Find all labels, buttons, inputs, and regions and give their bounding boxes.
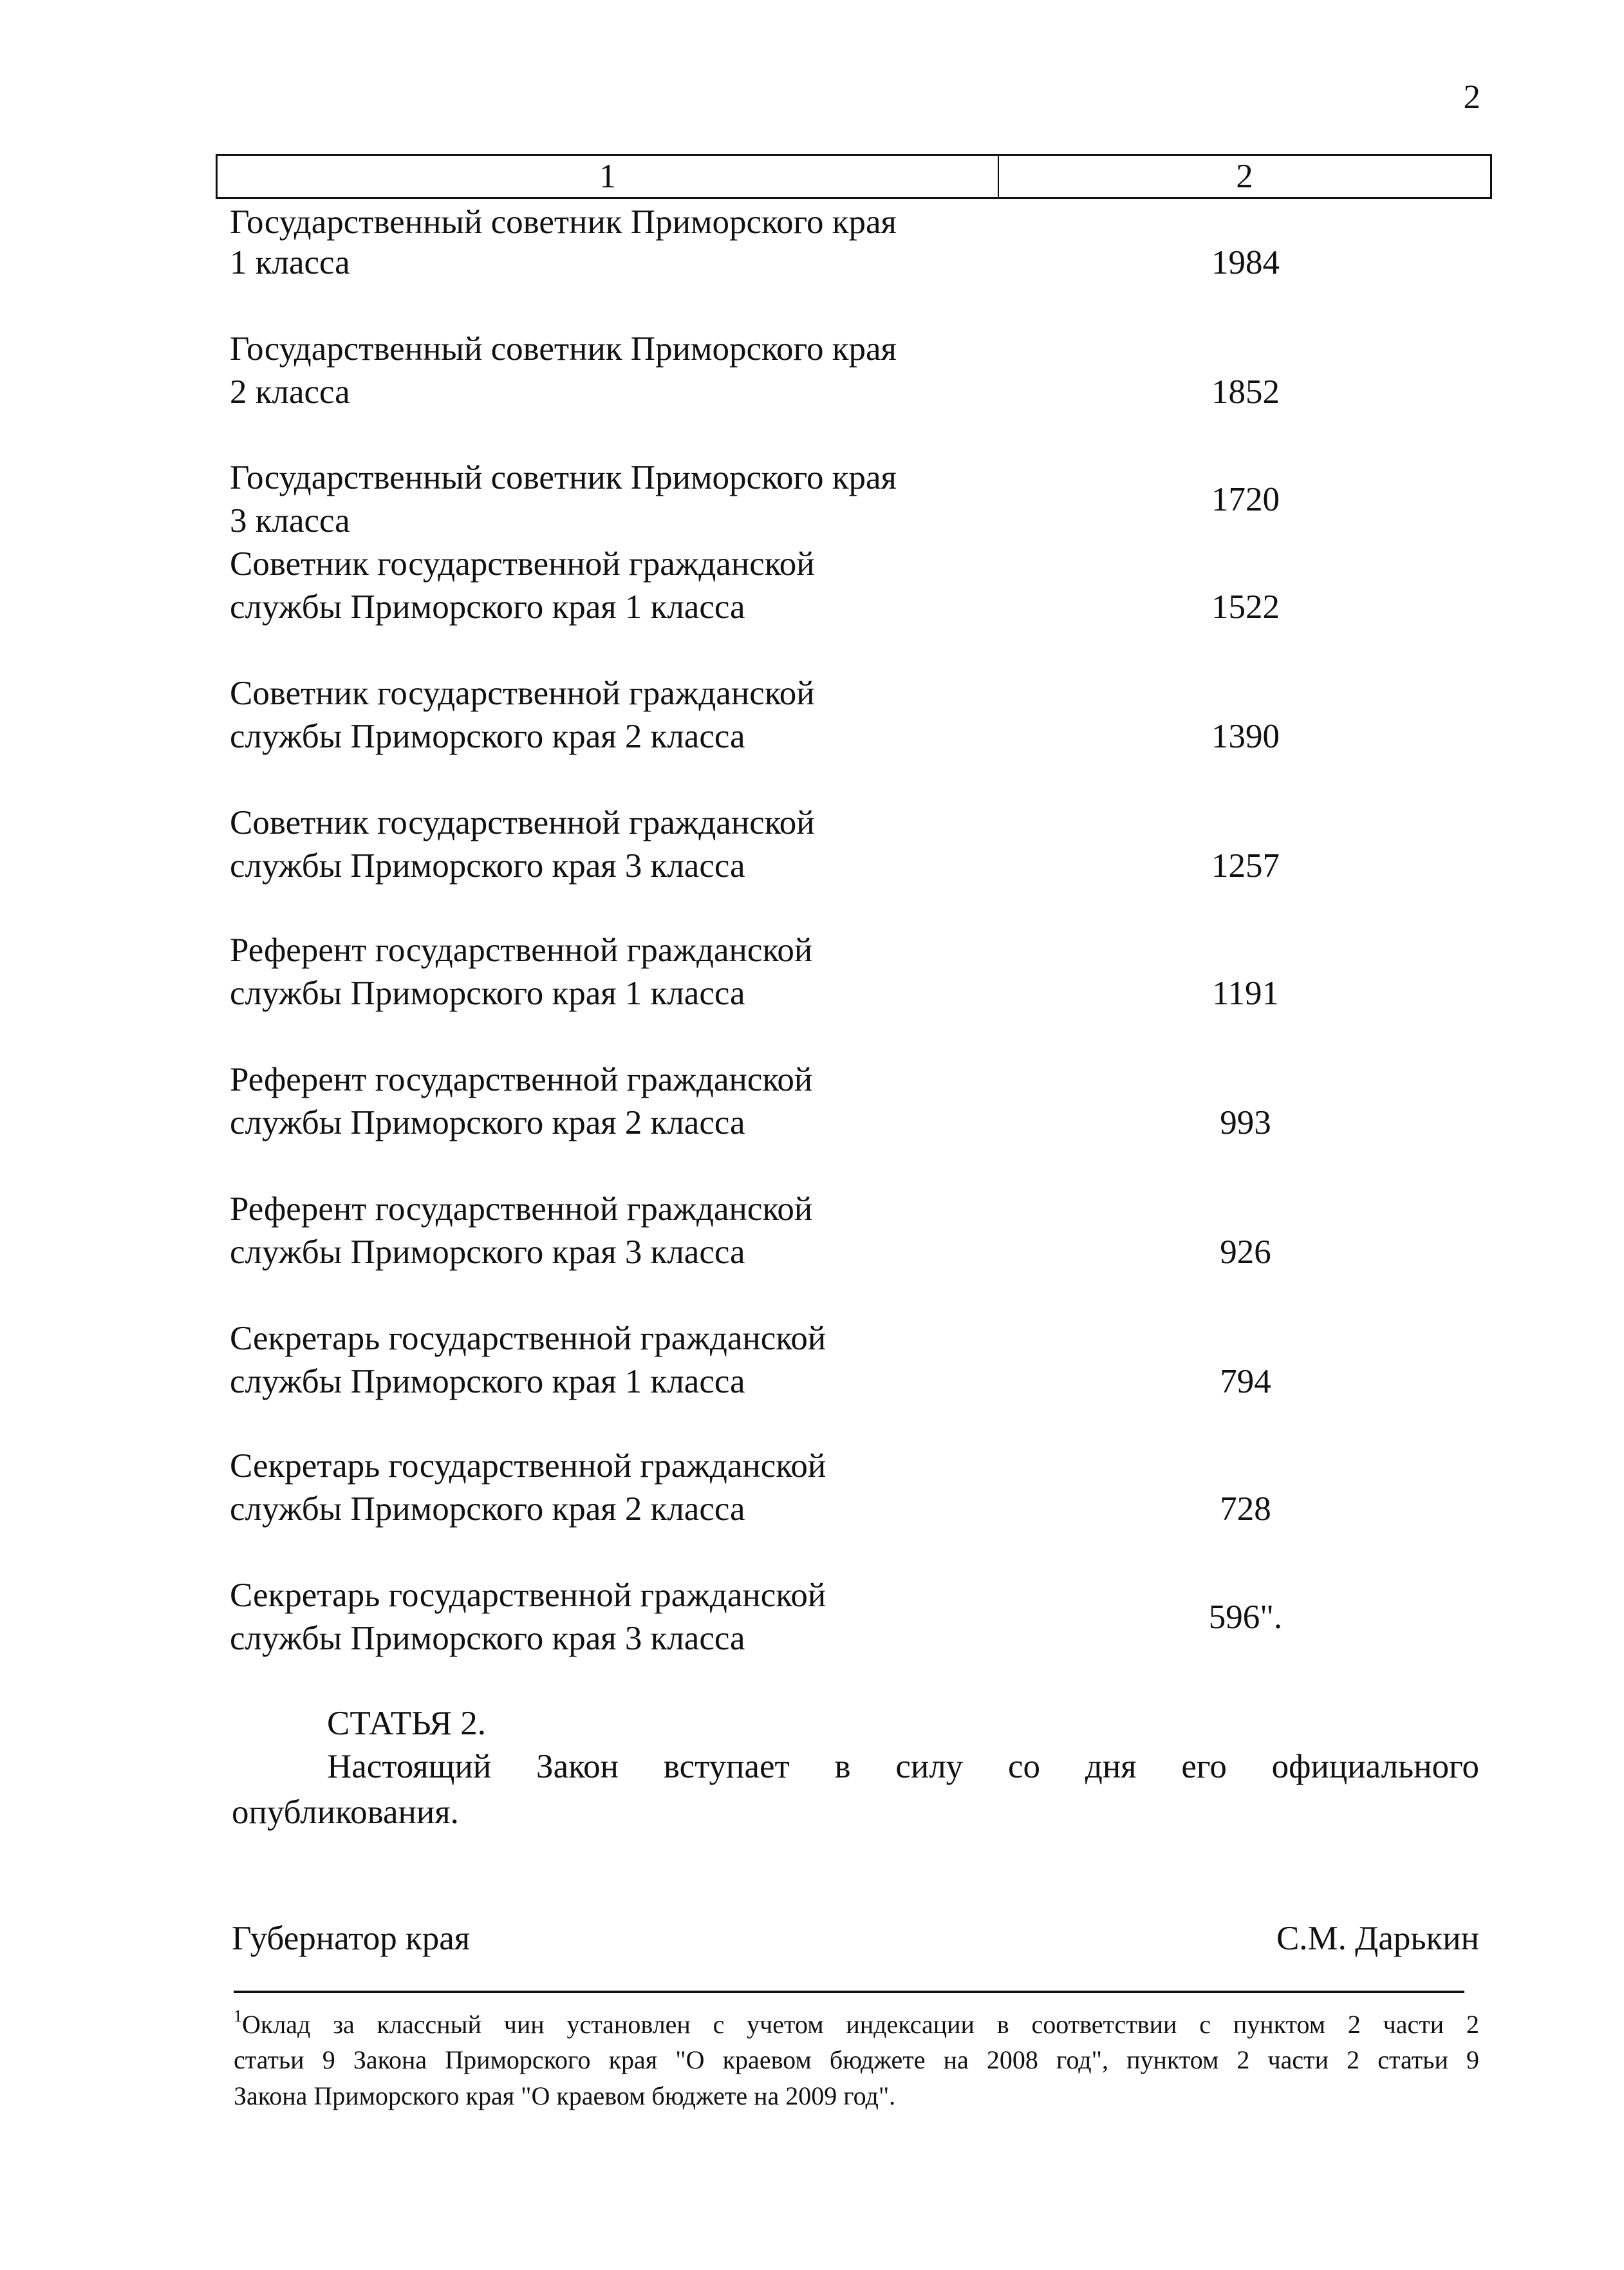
article-title: СТАТЬЯ 2. — [327, 1705, 487, 1742]
salary-value: 993 — [1220, 1104, 1271, 1141]
rank-label-line: службы Приморского края 1 класса — [230, 1363, 745, 1400]
footnote-marker: 1 — [234, 2007, 242, 2025]
table-header-col2: 2 — [1236, 158, 1253, 195]
rank-label-line: Секретарь государственной гражданской — [230, 1577, 826, 1614]
page-number: 2 — [1463, 79, 1480, 116]
rank-label-line: Государственный советник Приморского края — [230, 330, 897, 368]
rank-label-line: Референт государственной гражданской — [230, 1190, 813, 1228]
rank-label-line: службы Приморского края 3 класса — [230, 1620, 745, 1657]
salary-value: 1720 — [1211, 481, 1280, 518]
salary-value: 1984 — [1211, 244, 1280, 281]
article-body-line2: опубликования. — [232, 1794, 459, 1831]
salary-value: 728 — [1220, 1490, 1271, 1528]
table-header — [216, 154, 1492, 199]
signatory-name: С.М. Дарькин — [1276, 1920, 1479, 1957]
rank-label-line: Секретарь государственной гражданской — [230, 1447, 826, 1485]
rank-label-line: службы Приморского края 2 класса — [230, 1490, 745, 1528]
rank-label-line: службы Приморского края 1 класса — [230, 975, 745, 1012]
footnote-text1: Оклад за классный чин установлен с учетом индексации в соответствии с пунктом 2 части 2 — [242, 2010, 1479, 2039]
salary-value: 1852 — [1211, 373, 1280, 411]
salary-value: 596". — [1208, 1599, 1283, 1636]
salary-value: 926 — [1220, 1233, 1271, 1271]
salary-value: 1522 — [1211, 588, 1280, 626]
rank-label-line: Советник государственной гражданской — [230, 804, 815, 841]
table-header-col1: 1 — [218, 156, 999, 197]
rank-label-line: Советник государственной гражданской — [230, 675, 815, 712]
rank-label-line: 3 класса — [230, 502, 350, 539]
footnote-divider — [234, 1991, 1464, 1993]
rank-label-line: Советник государственной гражданской — [230, 545, 815, 583]
rank-label-line: службы Приморского края 2 класса — [230, 718, 745, 755]
salary-value: 1191 — [1211, 975, 1280, 1012]
footnote-line3: Закона Приморского края "О краевом бюджете на 2009 год". — [234, 2081, 896, 2110]
footnote-line1 — [234, 2007, 1479, 2043]
rank-label-line: Секретарь государственной гражданской — [230, 1320, 826, 1357]
footnote-line2: статьи 9 Закона Приморского края "О краевом бюджете на 2008 год", пунктом 2 части 2 статьи 9 — [234, 2045, 1479, 2074]
rank-label-line: службы Приморского края 1 класса — [230, 588, 745, 626]
salary-value: 1257 — [1211, 847, 1280, 885]
rank-label-line: 1 класса — [230, 244, 350, 281]
salary-value: 1390 — [1211, 718, 1280, 755]
rank-label-line: 2 класса — [230, 373, 350, 411]
rank-label-line: Референт государственной гражданской — [230, 1061, 813, 1098]
salary-value: 794 — [1220, 1363, 1271, 1400]
rank-label-line: Государственный советник Приморского края — [230, 459, 897, 496]
article-body-line1: Настоящий Закон вступает в силу со дня его официального — [327, 1748, 1479, 1785]
rank-label-line: Государственный советник Приморского края — [230, 203, 897, 241]
signatory-title: Губернатор края — [232, 1920, 471, 1957]
rank-label-line: службы Приморского края 3 класса — [230, 1233, 745, 1271]
rank-label-line: службы Приморского края 2 класса — [230, 1104, 745, 1141]
rank-label-line: службы Приморского края 3 класса — [230, 847, 745, 885]
rank-label-line: Референт государственной гражданской — [230, 932, 813, 969]
